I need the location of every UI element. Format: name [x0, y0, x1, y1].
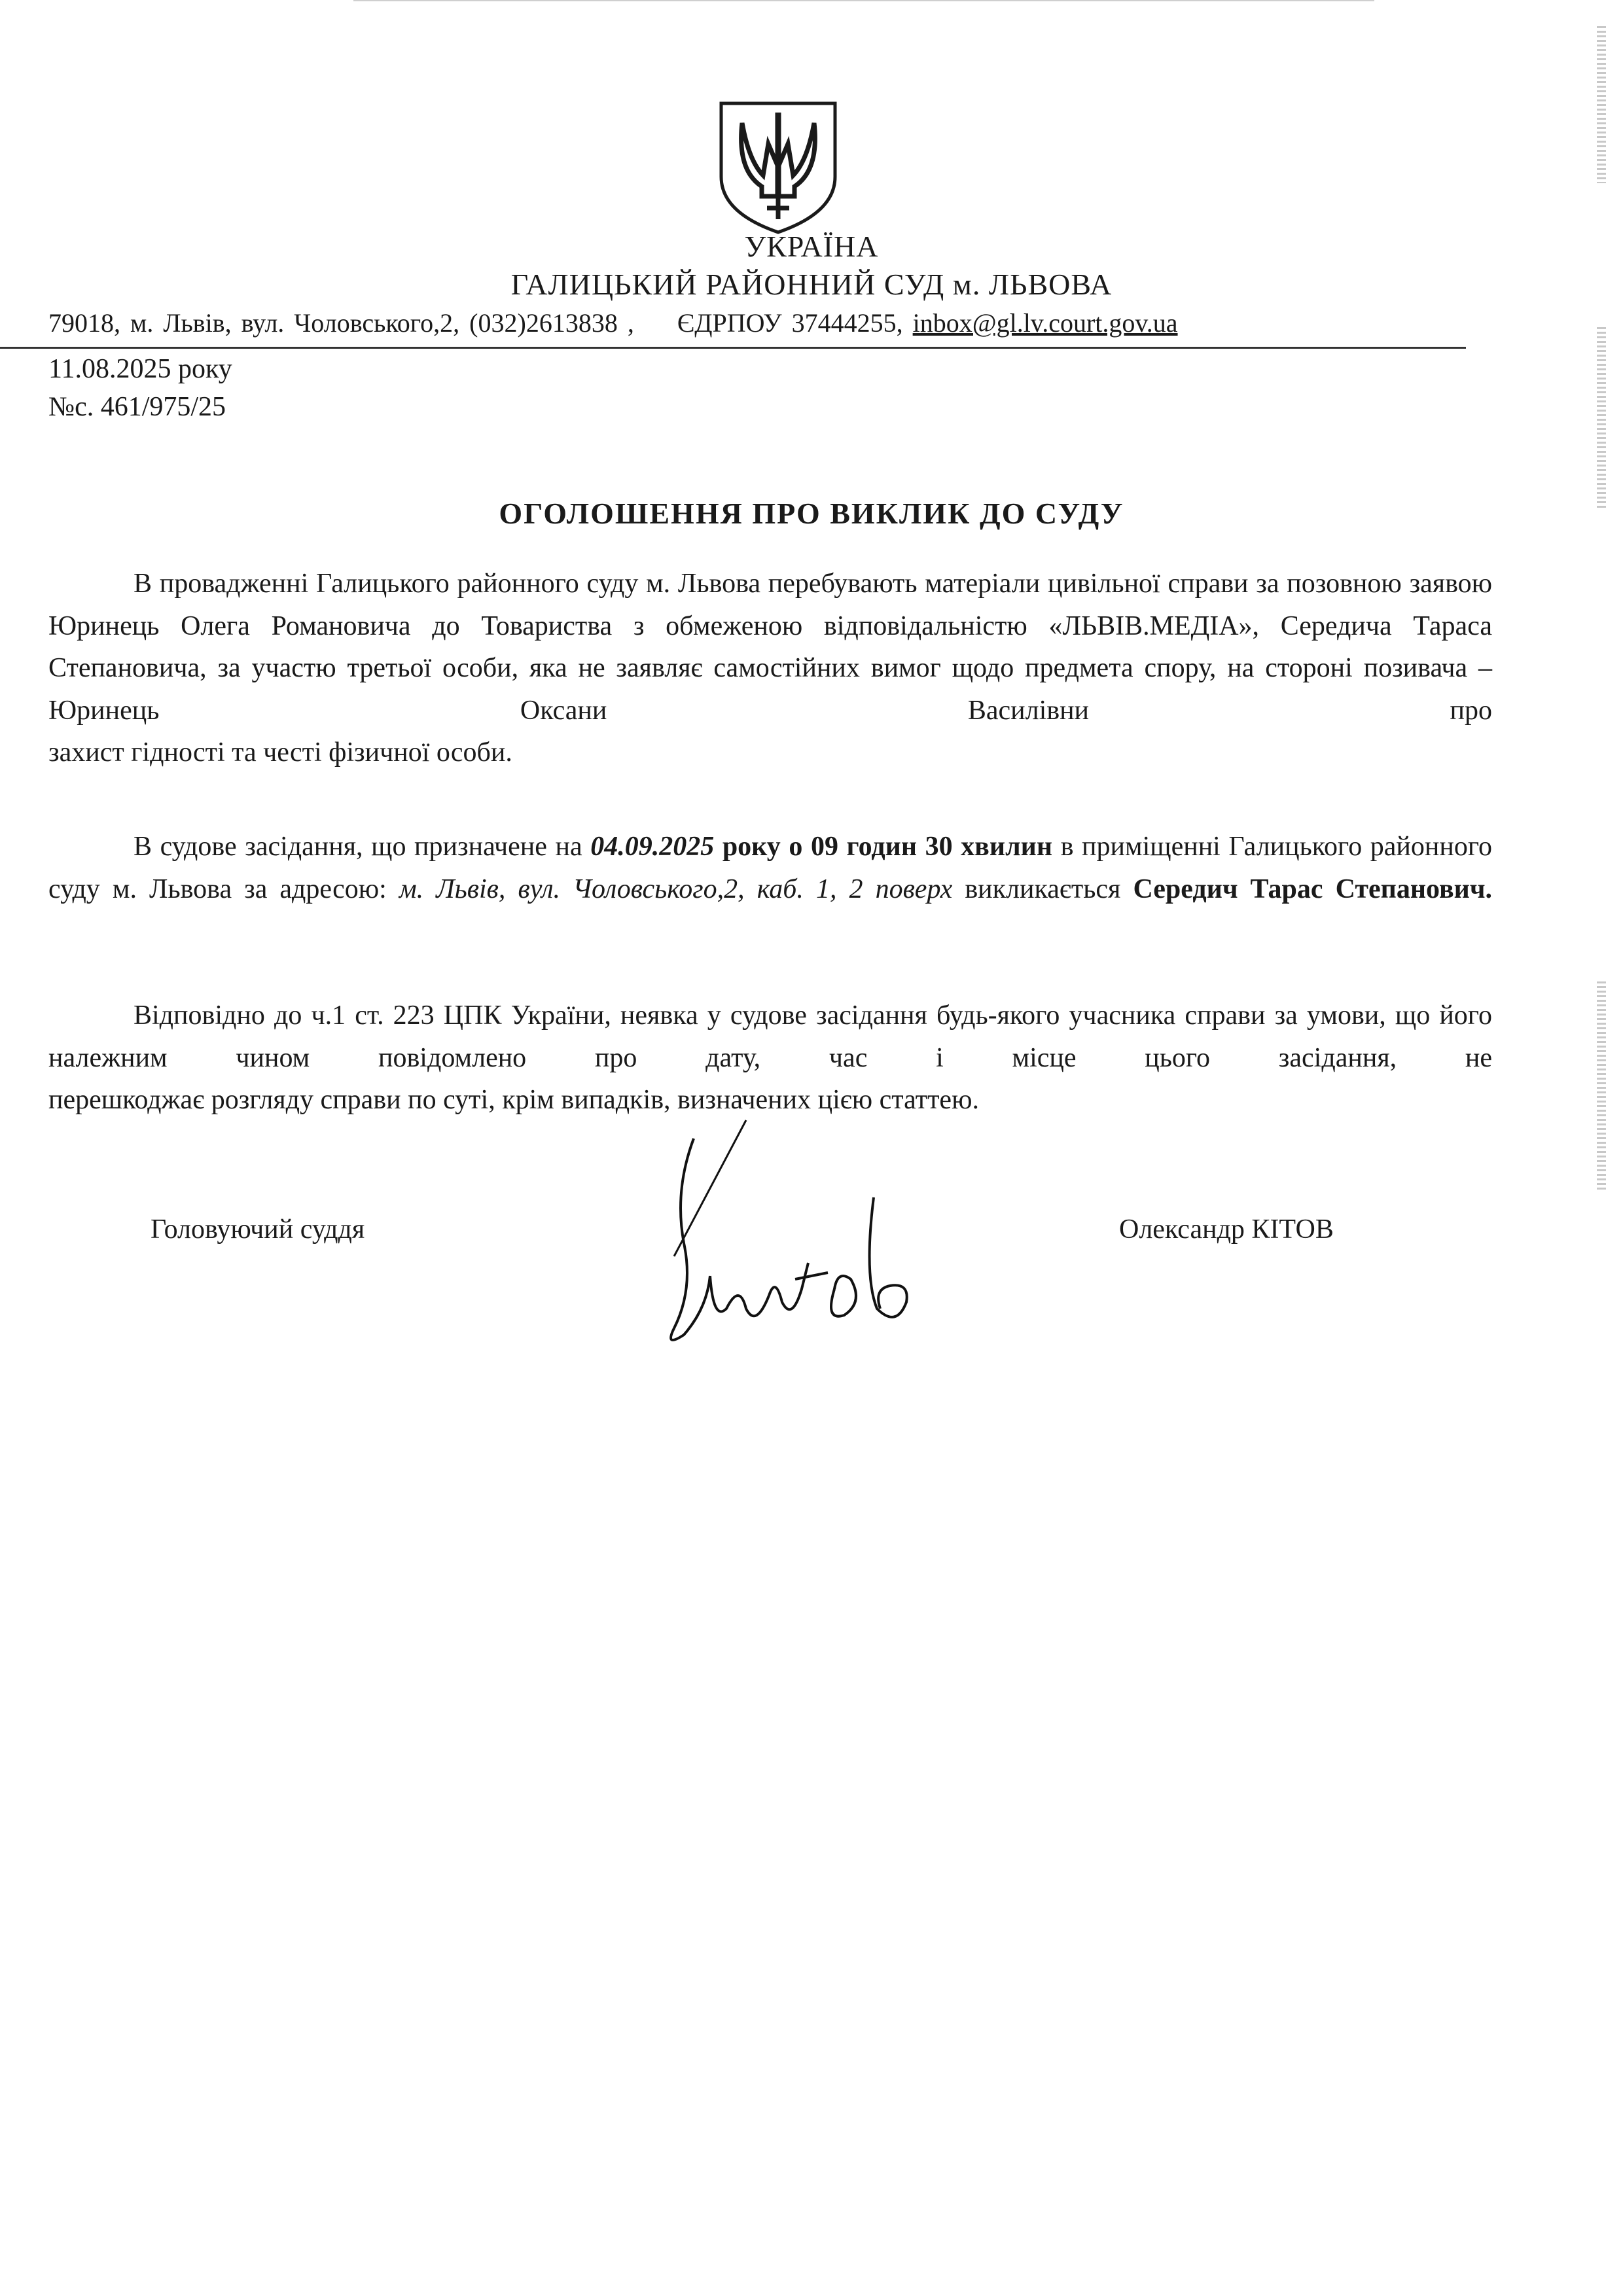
paragraph-text: Відповідно до ч.1 ст. 223 ЦПК України, неявка у судове засідання будь-якого учасника справи за умови, що його належним чином повідомлено про дату, час і місце цього засідання, не	[48, 1000, 1492, 1073]
document-date: 11.08.2025 року	[48, 354, 232, 384]
scan-edge-marks	[1597, 327, 1606, 510]
header-contacts-line	[48, 308, 1178, 338]
signer-role: Головуючий суддя	[151, 1214, 365, 1245]
paragraph-legal-notice	[48, 995, 1492, 1122]
paragraph-case-description	[48, 563, 1492, 774]
case-number: №с. 461/975/25	[48, 392, 226, 422]
header-country: УКРАЇНА	[744, 230, 879, 263]
hearing-mid-text: в приміщенні Галицького районного суду м. Львова за адресою:	[48, 832, 1493, 904]
court-address-phone: 79018, м. Львів, вул. Чоловського,2, (032)2613838 ,	[48, 308, 634, 338]
court-email-link[interactable]: inbox@gl.lv.court.gov.ua	[912, 308, 1178, 338]
hearing-lead-text: В судове засідання, що призначене на	[134, 832, 582, 862]
hearing-year-word: року о	[722, 832, 803, 862]
summoned-label: викликається	[965, 874, 1121, 904]
paragraph-text: В провадженні Галицького районного суду м. Львова перебувають матеріали цивільної справи за позовною заявою Юринець Олега Романовича до Товариства з обмеженою відповідальністю «ЛЬВІВ.МЕДІА», Середича Тараса Степановича, за участю третьої особи, яка не заявляє самостійних вимог щодо предмета спору, на стороні позивача – Юринець Оксани Василівни про	[48, 569, 1492, 726]
handwritten-signature	[648, 1112, 988, 1361]
scan-edge-marks	[1597, 981, 1606, 1191]
paragraph-hearing-summons	[48, 826, 1492, 953]
header-divider	[0, 347, 1466, 349]
scan-edge-marks	[1597, 26, 1606, 183]
header-court-name: ГАЛИЦЬКИЙ РАЙОННИЙ СУД м. ЛЬВОВА	[510, 268, 1113, 301]
court-edrpou: ЄДРПОУ 37444255,	[677, 308, 903, 338]
hearing-date: 04.09.2025	[590, 832, 715, 862]
paragraph-text-tail: перешкоджає розгляду справи по суті, крім випадків, визначених цією статтею.	[48, 1085, 979, 1115]
coat-of-arms-icon	[716, 98, 840, 236]
signer-name: Олександр КІТОВ	[1119, 1214, 1334, 1245]
summoned-person: Середич Тарас Степанович.	[1133, 874, 1493, 904]
hearing-time: 09 годин 30 хвилин	[810, 832, 1053, 862]
scan-top-edge	[353, 0, 1374, 1]
document-title: ОГОЛОШЕННЯ ПРО ВИКЛИК ДО СУДУ	[499, 497, 1124, 530]
hearing-address: м. Львів, вул. Чоловського,2, каб. 1, 2 поверх	[399, 874, 953, 904]
paragraph-text-tail: захист гідності та честі фізичної особи.	[48, 737, 512, 768]
